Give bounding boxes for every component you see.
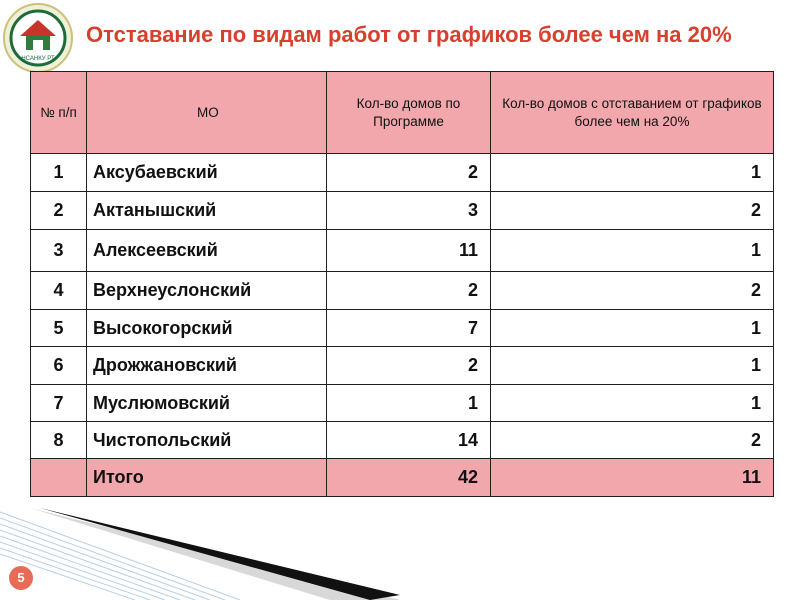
row-name: Верхнеуслонский xyxy=(87,272,327,310)
row-program: 3 xyxy=(327,192,491,230)
row-name: Муслюмовский xyxy=(87,385,327,422)
row-lag: 1 xyxy=(491,154,774,192)
page-number-badge: 5 xyxy=(9,566,33,590)
row-lag: 1 xyxy=(491,347,774,385)
table-row xyxy=(31,347,774,385)
table-row xyxy=(31,310,774,347)
row-program: 7 xyxy=(327,310,491,347)
row-lag: 1 xyxy=(491,385,774,422)
total-num xyxy=(31,459,87,497)
data-table xyxy=(30,71,774,497)
row-program: 14 xyxy=(327,422,491,459)
total-lag: 11 xyxy=(491,459,774,497)
row-num: 2 xyxy=(31,192,87,230)
row-num: 6 xyxy=(31,347,87,385)
decorative-swoosh xyxy=(0,500,800,600)
header-num: № п/п xyxy=(31,72,87,154)
row-name: Дрожжановский xyxy=(87,347,327,385)
row-name: Аксубаевский xyxy=(87,154,327,192)
table-row xyxy=(31,230,774,272)
row-program: 11 xyxy=(327,230,491,272)
row-program: 2 xyxy=(327,154,491,192)
row-lag: 1 xyxy=(491,230,774,272)
row-num: 5 xyxy=(31,310,87,347)
table-header-row xyxy=(31,72,774,154)
row-name: Чистопольский xyxy=(87,422,327,459)
row-name: Алексеевский xyxy=(87,230,327,272)
row-lag: 2 xyxy=(491,422,774,459)
table-row xyxy=(31,192,774,230)
row-lag: 1 xyxy=(491,310,774,347)
header-program: Кол-во домов по Программе xyxy=(327,72,491,154)
table-row xyxy=(31,154,774,192)
total-label: Итого xyxy=(87,459,327,497)
header-lag: Кол-во домов с отставанием от графиков более чем на 20% xyxy=(491,72,774,154)
table-row xyxy=(31,422,774,459)
row-program: 1 xyxy=(327,385,491,422)
logo xyxy=(2,2,74,74)
row-name: Актанышский xyxy=(87,192,327,230)
row-name: Высокогорский xyxy=(87,310,327,347)
table-row xyxy=(31,385,774,422)
table-row xyxy=(31,272,774,310)
row-num: 3 xyxy=(31,230,87,272)
page-title: Отставание по видам работ от графиков более чем на 20% xyxy=(86,22,732,47)
row-num: 4 xyxy=(31,272,87,310)
row-lag: 2 xyxy=(491,272,774,310)
table-total-row xyxy=(31,459,774,497)
total-program: 42 xyxy=(327,459,491,497)
header-mo: МО xyxy=(87,72,327,154)
row-lag: 2 xyxy=(491,192,774,230)
row-num: 1 xyxy=(31,154,87,192)
row-program: 2 xyxy=(327,272,491,310)
row-num: 7 xyxy=(31,385,87,422)
row-num: 8 xyxy=(31,422,87,459)
row-program: 2 xyxy=(327,347,491,385)
logo-text: НСАНКУ РТ xyxy=(21,56,55,62)
